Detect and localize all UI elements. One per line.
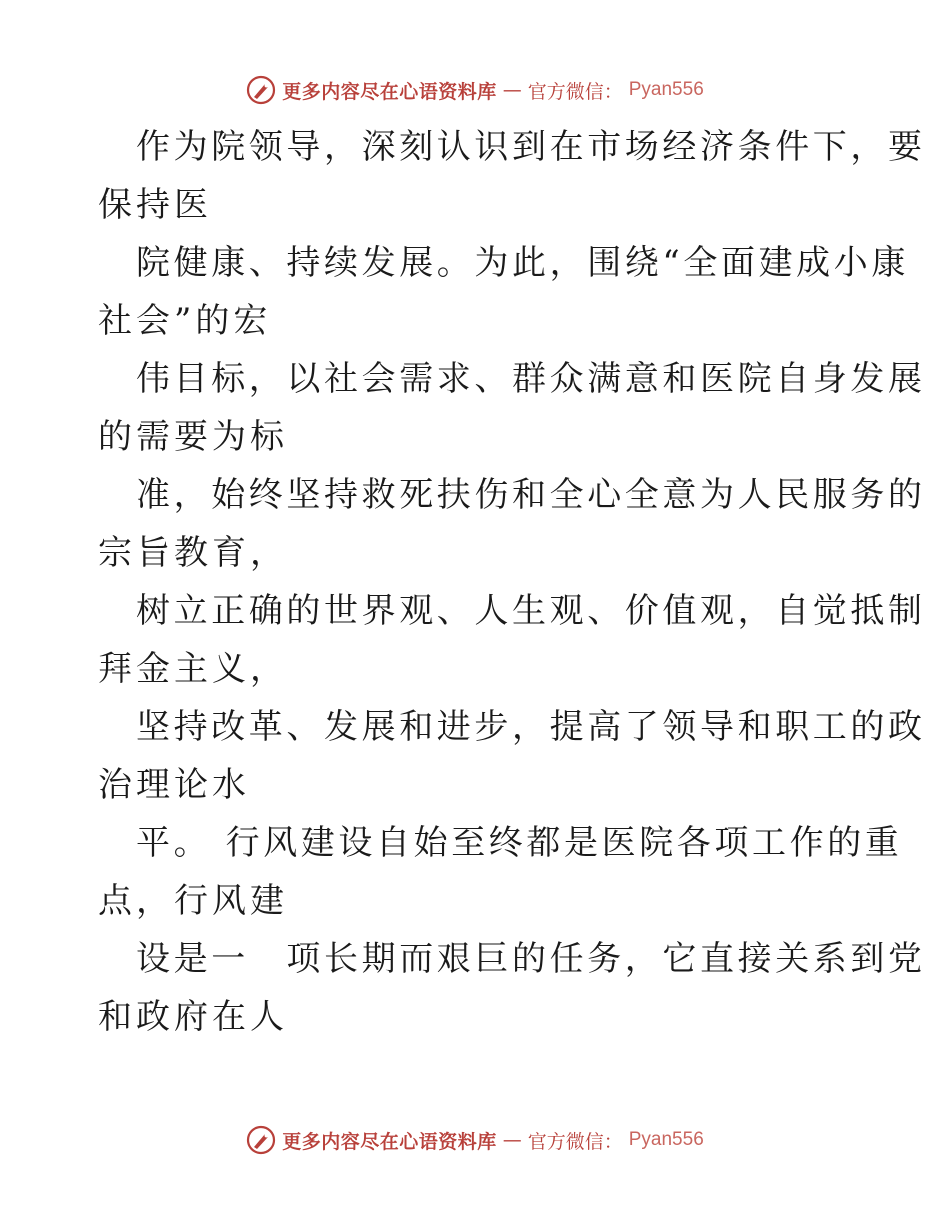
paragraph-line: 坚持改革、发展和进步，提高了领导和职工的政 <box>136 707 926 747</box>
paragraph-line: 的需要为标 <box>98 417 288 457</box>
paragraph-line: 准，始终坚持救死扶伤和全心全意为人民服务的 <box>136 475 926 515</box>
paragraph-line: 点，行风建 <box>98 881 288 921</box>
document-body <box>98 118 926 1046</box>
paragraph <box>98 466 926 582</box>
paragraph-line: 院健康、持续发展。为此，围绕“全面建成小康 <box>136 243 909 283</box>
banner-text: 更多内容尽在心语资料库 <box>282 1130 497 1153</box>
paragraph <box>98 814 903 930</box>
paragraph-line: 树立正确的世界观、人生观、价值观，自觉抵制 <box>136 591 926 631</box>
paragraph <box>98 350 926 466</box>
paragraph-line: 和政府在人 <box>98 997 288 1037</box>
footer-watermark-banner <box>0 1120 950 1160</box>
banner-wechat-label: 官方微信： <box>527 80 623 103</box>
paragraph <box>98 118 926 234</box>
paragraph <box>98 234 909 350</box>
paragraph <box>98 930 926 1046</box>
paragraph-line: 治理论水 <box>98 765 250 805</box>
paragraph-line: 设是一 项长期而艰巨的任务，它直接关系到党 <box>136 939 926 979</box>
paragraph-line: 保持医 <box>98 185 212 225</box>
pen-nib-logo-icon <box>246 1125 276 1155</box>
pen-nib-logo-icon <box>246 75 276 105</box>
banner-wechat-label: 官方微信： <box>527 1130 623 1153</box>
banner-text: 更多内容尽在心语资料库 <box>282 80 497 103</box>
paragraph <box>98 698 926 814</box>
paragraph-line: 社会”的宏 <box>98 301 272 341</box>
banner-dash: — <box>502 79 522 101</box>
paragraph <box>98 582 926 698</box>
paragraph-line: 拜金主义， <box>98 649 288 689</box>
header-watermark-banner <box>0 70 950 110</box>
banner-wechat-id: Pyan556 <box>628 79 704 100</box>
banner-dash: — <box>502 1129 522 1151</box>
paragraph-line: 平。 行风建设自始至终都是医院各项工作的重 <box>136 823 903 863</box>
paragraph-line: 宗旨教育， <box>98 533 288 573</box>
paragraph-line: 伟目标，以社会需求、群众满意和医院自身发展 <box>136 359 926 399</box>
paragraph-line: 作为院领导，深刻认识到在市场经济条件下，要 <box>136 127 926 167</box>
banner-wechat-id: Pyan556 <box>628 1129 704 1150</box>
